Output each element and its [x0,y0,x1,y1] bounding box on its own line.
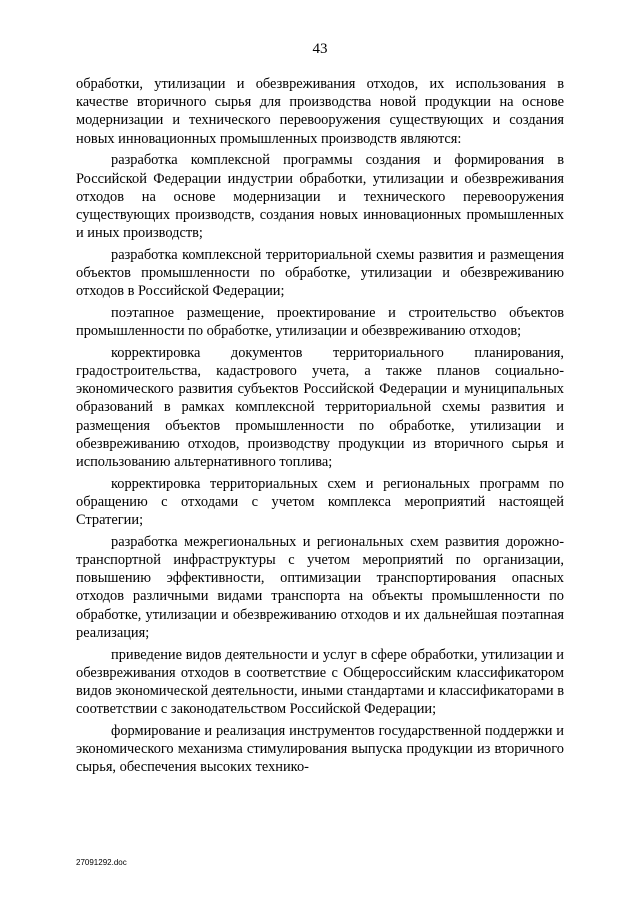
paragraph-phased-placement: поэтапное размещение, проектирование и строительство объектов промышленности по обработке, утилизации и обезвреживанию отходов; [76,304,564,340]
paragraph-transport-schemes: разработка межрегиональных и региональных схем развития дорожно-транспортной инфраструктуры с учетом мероприятий по организации, повышению эффективности, оптимизации транспортирования опасных отходов различными видами транспорта на объекты промышленности по обработке, утилизации и обезвреживанию отходов и их дальнейшая поэтапная реализация; [76,533,564,641]
footer-filename: 27091292.doc [76,858,127,867]
paragraph-comprehensive-program: разработка комплексной программы создания и формирования в Российской Федерации индустрии обработки, утилизации и обезвреживания отходов на основе модернизации и технического перевооружения существующих производств, создания новых инновационных промышленных и иных производств; [76,152,564,242]
page-number: 43 [312,41,328,57]
paragraph-classifier-alignment: приведение видов деятельности и услуг в сфере обработки, утилизации и обезвреживания отходов в соответствие с Общероссийским классификатором видов экономической деятельности, иными стандартами и классификаторами в соответствии с законодательством Российской Федерации; [76,646,564,718]
paragraph-planning-documents: корректировка документов территориального планирования, градостроительства, кадастрового учета, а также планов социально-экономического развития субъектов Российской Федерации и муниципальных образований в рамках комплексной территориальной схемы развития и размещения объектов промышленности по обработке, утилизации и обезвреживанию отходов, производству продукции из вторичного сырья и использованию альтернативного топлива; [76,344,564,471]
paragraph-territorial-scheme: разработка комплексной территориальной схемы развития и размещения объектов промышленности по обработке, утилизации и обезвреживанию отходов в Российской Федерации; [76,246,564,300]
paragraph-continuation: обработки, утилизации и обезвреживания отходов, их использования в качестве вторичного сырья для производства новой продукции на основе модернизации и технического перевооружения существующих и создания новых инновационных промышленных производств являются: [76,76,564,147]
document-body [76,75,564,780]
paragraph-regional-programs: корректировка территориальных схем и региональных программ по обращению с отходами с учетом комплекса мероприятий настоящей Стратегии; [76,475,564,529]
paragraph-state-support: формирование и реализация инструментов государственной поддержки и экономического механизма стимулирования выпуска продукции из вторичного сырья, обеспечения высоких технико- [76,722,564,776]
